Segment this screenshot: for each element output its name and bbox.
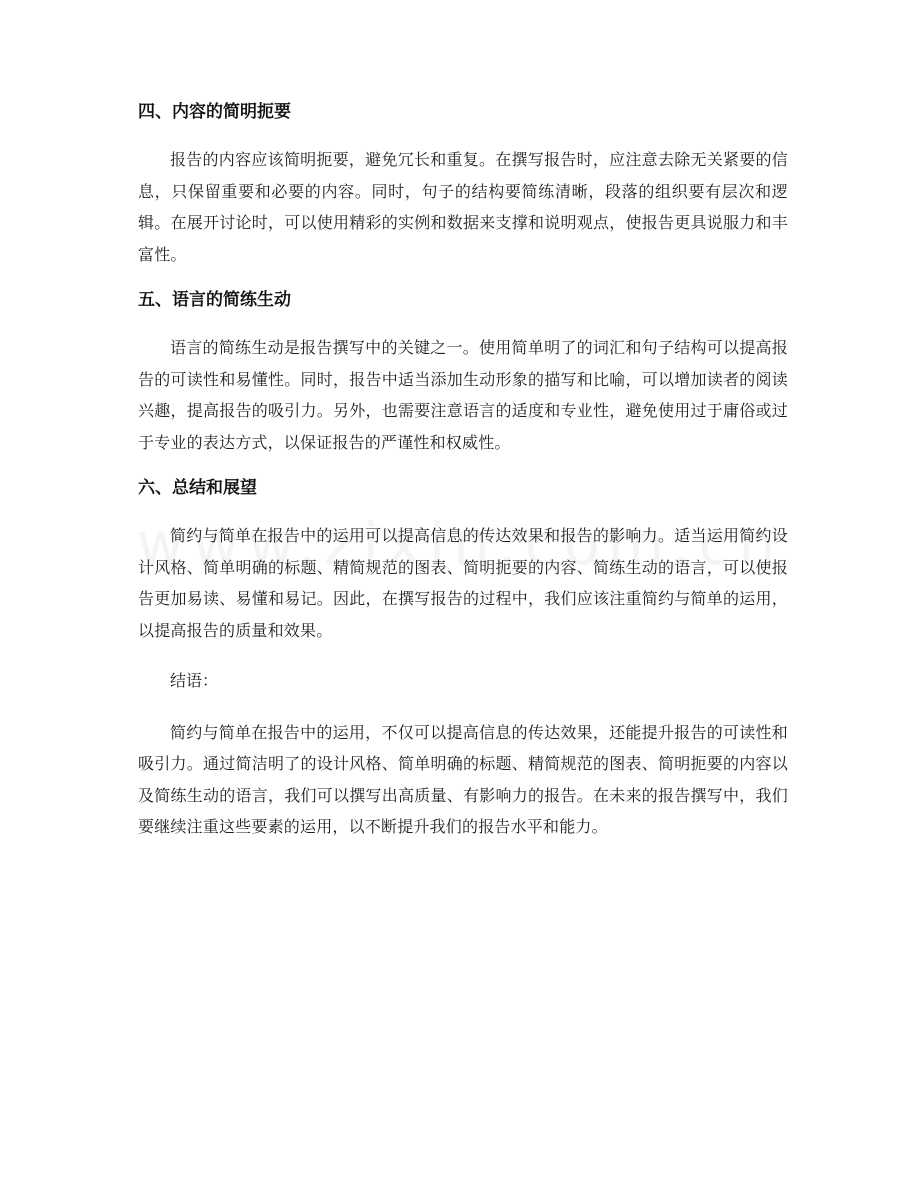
section-heading-5: 五、语言的简练生动 <box>138 290 291 310</box>
closing-paragraph: 简约与简单在报告中的运用，不仅可以提高信息的传达效果，还能提升报告的可读性和吸引力。通过简洁明了的设计风格、简单明确的标题、精简规范的图表、简明扼要的内容以及简练生动的语言，我们可以撰写出高质量、有影响力的报告。在未来的报告撰写中，我们要继续注重这些要素的运用，以不断提升我们的报告水平和能力。 <box>138 722 788 836</box>
section-heading-6: 六、总结和展望 <box>138 478 257 498</box>
closing-label: 结语： <box>170 671 219 690</box>
section-heading-4: 四、内容的简明扼要 <box>138 102 291 122</box>
document-body <box>138 100 788 862</box>
section-paragraph-6: 简约与简单在报告中的运用可以提高信息的传达效果和报告的影响力。适当运用简约设计风格、简单明确的标题、精简规范的图表、简明扼要的内容、简练生动的语言，可以使报告更加易读、易懂和易记。因此，在撰写报告的过程中，我们应该注重简约与简单的运用，以提高报告的质量和效果。 <box>138 526 788 640</box>
section-paragraph-4: 报告的内容应该简明扼要，避免冗长和重复。在撰写报告时，应注意去除无关紧要的信息，只保留重要和必要的内容。同时，句子的结构要简练清晰，段落的组织要有层次和逻辑。在展开讨论时，可以使用精彩的实例和数据来支撑和说明观点，使报告更具说服力和丰富性。 <box>138 150 788 264</box>
section-paragraph-5: 语言的简练生动是报告撰写中的关键之一。使用简单明了的词汇和句子结构可以提高报告的可读性和易懂性。同时，报告中适当添加生动形象的描写和比喻，可以增加读者的阅读兴趣，提高报告的吸引力。另外，也需要注意语言的适度和专业性，避免使用过于庸俗或过于专业的表达方式，以保证报告的严谨性和权威性。 <box>138 338 788 452</box>
